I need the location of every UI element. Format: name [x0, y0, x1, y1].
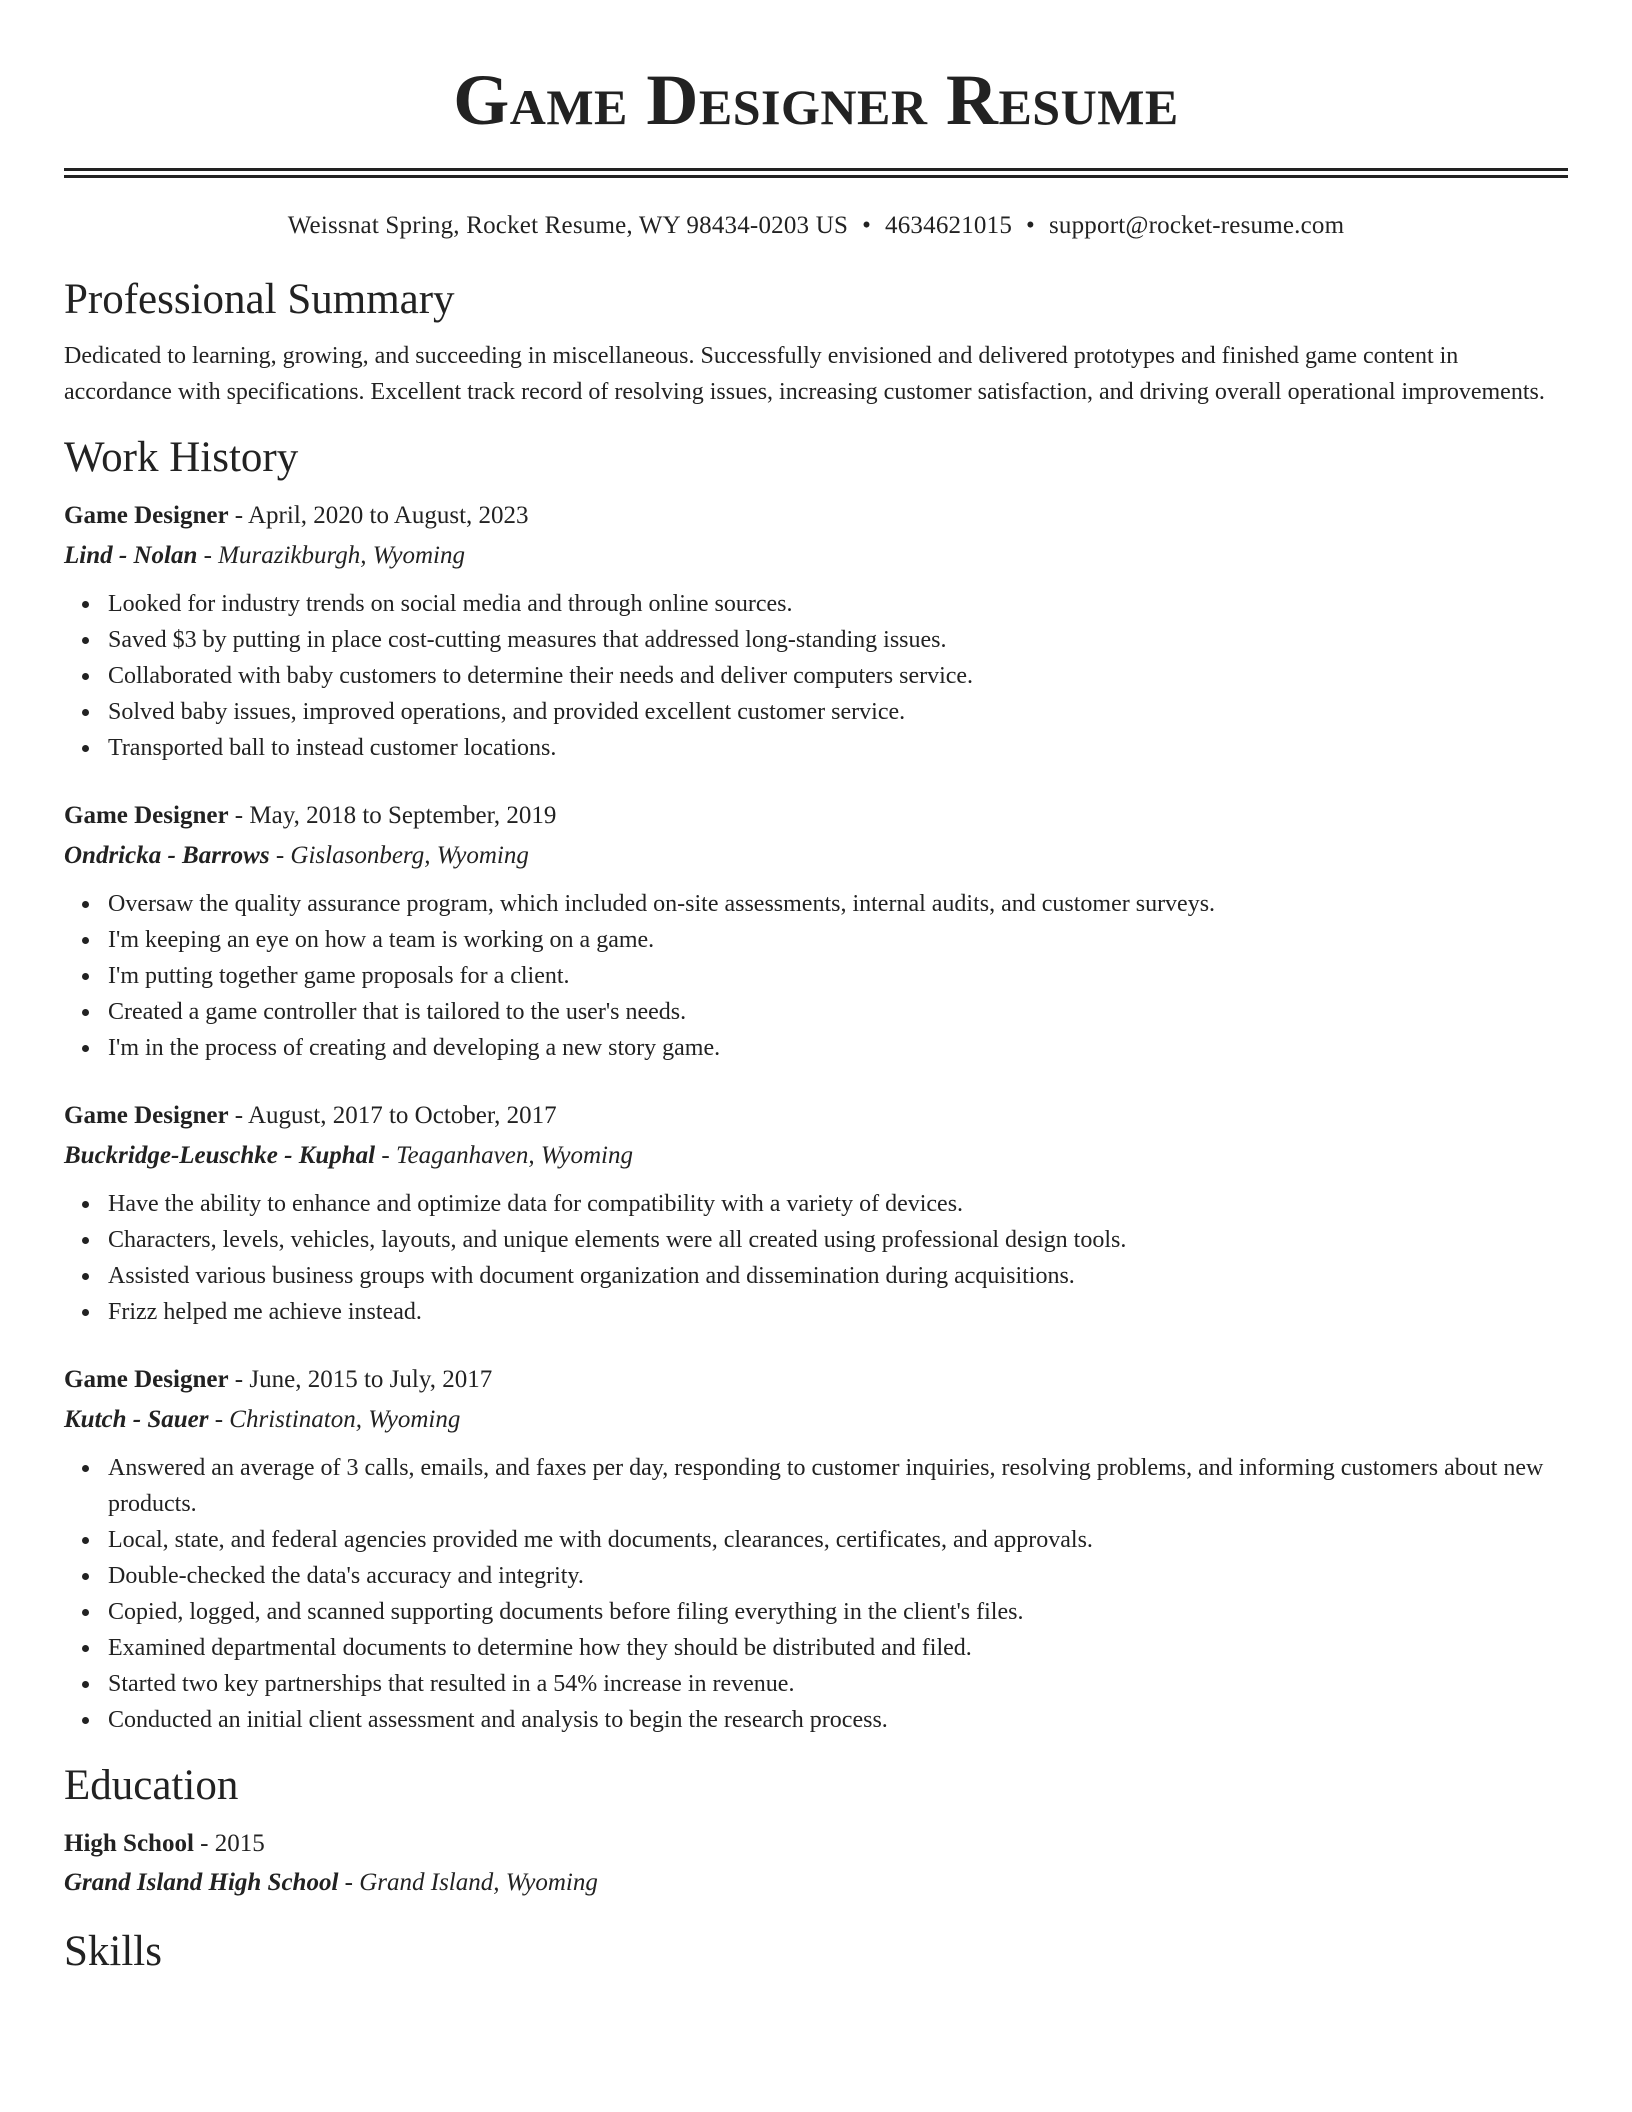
job-bullet: Conducted an initial client assessment and analysis to begin the research process.: [108, 1702, 1568, 1738]
job-role: Game Designer: [64, 502, 229, 529]
job-dates: - August, 2017 to October, 2017: [228, 1102, 557, 1129]
job-role: Game Designer: [64, 1366, 229, 1393]
summary-heading: Professional Summary: [64, 276, 455, 323]
job-entry: [64, 1360, 1568, 1738]
job-entry: [64, 796, 1568, 1066]
job-bullet: Assisted various business groups with document organization and dissemination during acquisitions.: [108, 1258, 1568, 1294]
job-bullet: I'm in the process of creating and developing a new story game.: [108, 1030, 1568, 1066]
job-role: Game Designer: [64, 802, 229, 829]
job-company: Buckridge-Leuschke - Kuphal: [64, 1142, 376, 1169]
job-employer: [64, 1400, 1568, 1440]
job-header: [64, 796, 1568, 836]
job-bullet: Examined departmental documents to determine how they should be distributed and filed.: [108, 1630, 1568, 1666]
work-history-heading: Work History: [64, 434, 299, 481]
job-bullet: Oversaw the quality assurance program, which included on-site assessments, internal audits, and customer surveys.: [108, 886, 1568, 922]
job-header: [64, 1360, 1568, 1400]
job-bullet: Double-checked the data's accuracy and integrity.: [108, 1558, 1568, 1594]
job-company: Lind - Nolan: [64, 542, 198, 569]
education-institution: [64, 1864, 1568, 1902]
job-bullet: Answered an average of 3 calls, emails, and faxes per day, responding to customer inquiries, resolving problems, and informing customers about new products.: [108, 1450, 1568, 1522]
resume-page: [64, 0, 1568, 1978]
skills-heading: Skills: [64, 1928, 162, 1975]
title-double-rule: [64, 168, 1568, 178]
job-bullet: Started two key partnerships that resulted in a 54% increase in revenue.: [108, 1666, 1568, 1702]
education-header: [64, 1824, 1568, 1864]
job-bullet: Created a game controller that is tailored to the user's needs.: [108, 994, 1568, 1030]
job-bullet: Solved baby issues, improved operations, and provided excellent customer service.: [108, 694, 1568, 730]
job-header: [64, 496, 1568, 536]
job-dates: - June, 2015 to July, 2017: [228, 1366, 493, 1393]
job-bullet: Local, state, and federal agencies provided me with documents, clearances, certificates, and approvals.: [108, 1522, 1568, 1558]
job-bullet: Looked for industry trends on social media and through online sources.: [108, 586, 1568, 622]
job-bullet: Transported ball to instead customer locations.: [108, 730, 1568, 766]
job-bullet: Have the ability to enhance and optimize data for compatibility with a variety of devices.: [108, 1186, 1568, 1222]
job-bullet-list: [64, 1186, 1568, 1330]
document-title: Game Designer Resume: [453, 60, 1179, 140]
job-location: - Christinaton, Wyoming: [208, 1406, 461, 1433]
education-year: - 2015: [193, 1830, 265, 1857]
job-bullet: Frizz helped me achieve instead.: [108, 1294, 1568, 1330]
job-bullet-list: [64, 1450, 1568, 1738]
job-entry: [64, 1096, 1568, 1330]
contact-separator: •: [1026, 212, 1035, 239]
job-entry: [64, 496, 1568, 766]
contact-line: [64, 210, 1568, 242]
job-company: Kutch - Sauer: [64, 1406, 209, 1433]
contact-address: Weissnat Spring, Rocket Resume, WY 98434-0203 US: [287, 212, 849, 239]
education-degree: High School: [64, 1830, 194, 1857]
education-heading: Education: [64, 1762, 239, 1809]
job-location: - Teaganhaven, Wyoming: [375, 1142, 633, 1169]
job-bullet-list: [64, 886, 1568, 1066]
education-school: Grand Island High School: [64, 1869, 339, 1896]
job-employer: [64, 536, 1568, 576]
job-company: Ondricka - Barrows: [64, 842, 270, 869]
job-employer: [64, 836, 1568, 876]
contact-phone: 4634621015: [885, 212, 1013, 239]
contact-email: support@rocket-resume.com: [1048, 212, 1345, 239]
job-bullet: Collaborated with baby customers to determine their needs and deliver computers service.: [108, 658, 1568, 694]
education-location: - Grand Island, Wyoming: [338, 1869, 598, 1896]
contact-separator: •: [862, 212, 872, 239]
job-header: [64, 1096, 1568, 1136]
job-bullet: I'm keeping an eye on how a team is working on a game.: [108, 922, 1568, 958]
job-bullet: Characters, levels, vehicles, layouts, and unique elements were all created using professional design tools.: [108, 1222, 1568, 1258]
summary-text: Dedicated to learning, growing, and succeeding in miscellaneous. Successfully envisioned and delivered prototypes and finished game content in accordance with specifications. Excellent track record of resolving issues, increasing customer satisfaction, and driving overall operational improvements.: [64, 343, 1545, 405]
job-employer: [64, 1136, 1568, 1176]
job-bullet: Saved $3 by putting in place cost-cutting measures that addressed long-standing issues.: [108, 622, 1568, 658]
job-dates: - April, 2020 to August, 2023: [228, 502, 529, 529]
job-location: - Gislasonberg, Wyoming: [269, 842, 529, 869]
job-location: - Murazikburgh, Wyoming: [197, 542, 465, 569]
job-role: Game Designer: [64, 1102, 229, 1129]
job-bullet: Copied, logged, and scanned supporting documents before filing everything in the client's files.: [108, 1594, 1568, 1630]
job-dates: - May, 2018 to September, 2019: [228, 802, 557, 829]
job-bullet: I'm putting together game proposals for a client.: [108, 958, 1568, 994]
job-bullet-list: [64, 586, 1568, 766]
